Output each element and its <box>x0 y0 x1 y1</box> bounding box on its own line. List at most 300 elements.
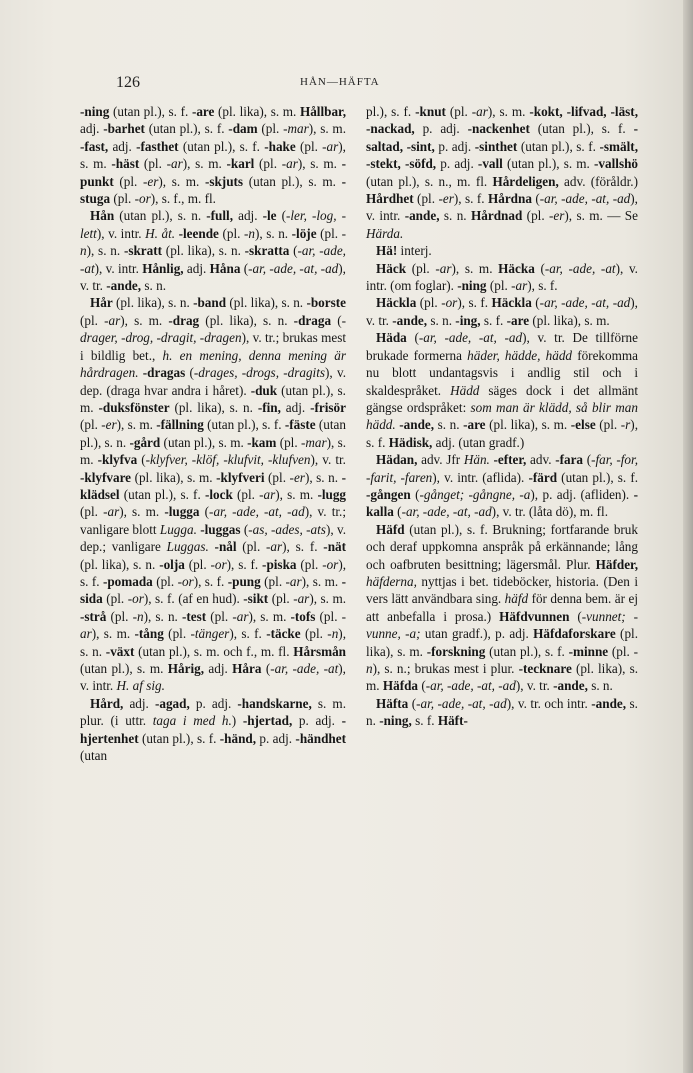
entry-text: ), v. tr. <box>366 295 638 328</box>
headword: -ande, <box>553 678 588 694</box>
headword: -frisör <box>310 399 346 415</box>
entry-text: ), s. m. <box>80 138 346 172</box>
entry-text: ( <box>393 504 402 520</box>
entry-text: (utan pl.), s. f. Brukning; fortfarande bruk och deraf uppkomna anspråk på erkännande; lång och oafbruten besittning; lägersmål. Plur. <box>366 521 638 572</box>
headword: -sikt <box>243 591 269 607</box>
headword: -pung <box>227 573 261 589</box>
italic-text: -ar <box>322 138 339 154</box>
italic-text: -far, -for, -farit, -faren <box>366 452 638 485</box>
headword: -lifvad, <box>566 104 607 119</box>
entry-text: ), v. intr. <box>94 260 143 276</box>
italic-text: -klyfver, -klöf, -klufvit, -klufven <box>145 452 311 468</box>
headword: -stekt, <box>366 156 401 172</box>
italic-text: -ar <box>104 312 121 328</box>
headword: -lock <box>204 486 233 502</box>
entry-text: ), s. n. <box>304 469 342 485</box>
entry-text: (utan pl.), s. m. <box>160 434 248 450</box>
entry-text: (pl. <box>268 591 294 607</box>
headword: -fällning <box>156 417 204 433</box>
entry-text: ), s. n. <box>86 243 124 259</box>
entry-text: (utan pl.), s. n. <box>80 417 346 450</box>
italic-text: Härda. <box>366 225 404 241</box>
headword: -drag <box>168 312 200 328</box>
entry-text: (utan pl.), s. f. <box>178 138 265 154</box>
italic-text: som man är klädd, så blir man hädd. <box>366 399 638 433</box>
headword: Hållbar, <box>299 104 346 119</box>
italic-text: Lugga. <box>159 521 197 537</box>
entry-text: adv. (föråldr.) <box>558 173 638 189</box>
italic-text: -n <box>243 225 255 241</box>
entry-text: (utan pl.), s. f. <box>485 643 569 659</box>
entry-text: ), s. m. <box>91 626 135 642</box>
headword: -klyfvare <box>80 469 132 485</box>
entry-text: ), v. intr. (om foglar). <box>366 260 638 294</box>
entry-text: (pl. lika), s. m. <box>366 661 638 694</box>
entry-text: ), s. m. <box>120 312 169 328</box>
headword: Häcka <box>498 260 535 276</box>
entry-text: adj. <box>108 138 137 154</box>
italic-text: -ar <box>259 486 276 502</box>
headword: Häfdvunnen <box>499 608 570 624</box>
entry-text: (utan pl.), s. f. <box>109 104 192 119</box>
headword: -pomada <box>102 573 153 589</box>
headword: -le <box>262 208 277 224</box>
headword: Håna <box>209 260 241 276</box>
entry-text: (pl. <box>80 417 102 433</box>
page-number: 126 <box>116 74 140 91</box>
dictionary-entry <box>366 521 638 695</box>
entry-text: (utan pl.), s. m. <box>80 382 346 415</box>
headword: -punkt <box>80 156 347 189</box>
entry-text: (utan pl.), s. n., m. fl. <box>366 173 493 189</box>
dictionary-entry <box>366 260 638 295</box>
entry-text: p. adj. <box>256 730 296 746</box>
entry-text: (utan pl.), s. m. och f., m. fl. <box>134 643 294 659</box>
entry-text: ), s. f. <box>193 573 228 589</box>
entry-text: (pl. lika), s. m. <box>366 626 638 659</box>
entry-text: (utan pl.), s. f. <box>144 121 229 137</box>
entry-text: p. adj. <box>434 138 475 154</box>
italic-text: -er <box>289 469 305 485</box>
italic-text: -ar, -ade, -at, -ad <box>418 330 523 346</box>
headword: -else <box>570 417 596 433</box>
italic-text: -tänger <box>190 626 230 642</box>
entry-text: ), v. tr.; brukas mest i bildlig bet., <box>80 330 347 363</box>
entry-text: ), v. tr. <box>310 452 346 468</box>
entry-text: (pl. <box>110 191 135 207</box>
italic-text: häfd <box>504 591 529 607</box>
headword: Hårdhet <box>366 191 414 207</box>
running-head: HÅN—HÄFTA <box>300 76 380 88</box>
entry-text: (pl. <box>522 208 550 224</box>
entry-text: adj. <box>204 661 233 676</box>
entry-text: p. adj. <box>292 713 342 729</box>
entry-text: ), v. intr. <box>96 225 146 241</box>
entry-text: ), s. f. <box>229 626 267 642</box>
italic-text: -mar <box>300 434 327 450</box>
headword: -smält, <box>599 138 638 154</box>
dictionary-entry <box>80 103 346 207</box>
entry-text: (utan pl.), s. m. <box>502 156 595 172</box>
entry-text: ), v. tr. <box>80 260 346 294</box>
entry-text: (pl. <box>163 626 191 642</box>
entry-text: (pl. <box>260 573 286 589</box>
headword: -band <box>193 295 227 311</box>
headword: -gången <box>366 486 411 502</box>
entry-text: ( <box>569 608 582 624</box>
entry-text: ), v. tr.; vanligare blott <box>80 504 346 537</box>
entry-text: (utan pl.), s. f. <box>557 469 639 485</box>
italic-text: -ar <box>435 260 452 276</box>
entry-text: ( <box>531 191 540 207</box>
dictionary-entry <box>366 329 638 451</box>
italic-text: -er <box>438 191 454 207</box>
headword: -duksfönster <box>98 399 170 415</box>
entry-text: ), s. f. <box>527 278 558 294</box>
italic-text: Hädd <box>450 382 480 398</box>
headword: Häfdaforskare <box>533 626 616 642</box>
headword: -händhet <box>295 730 346 746</box>
headword: -duk <box>250 382 278 398</box>
entry-text: (pl. <box>257 121 284 137</box>
entry-text: ), s. f. (af en hud). <box>143 591 244 607</box>
headword: -ing, <box>455 312 481 328</box>
italic-text: -or <box>210 556 227 572</box>
entry-text: (pl. <box>106 608 133 624</box>
entry-text: ), s. m. <box>308 121 346 137</box>
entry-text: (pl. lika), s. n. <box>162 243 245 259</box>
entry-text: adj. <box>123 695 155 711</box>
headword: -växt <box>105 643 135 659</box>
entry-text: ), s. f. <box>457 295 492 311</box>
entry-text: p. adj. <box>414 121 468 137</box>
entry-text: (pl. <box>608 643 634 659</box>
entry-text: ), s. m. <box>119 504 165 520</box>
dictionary-entry <box>366 451 638 521</box>
headword: -ning <box>457 278 487 294</box>
entry-text: ), s. f. <box>226 556 263 572</box>
entry-text: (pl. <box>113 173 143 189</box>
headword: -ande, <box>392 312 428 328</box>
headword: -agad, <box>154 695 190 711</box>
headword: -efter, <box>493 452 527 468</box>
headword: -tofs <box>290 608 316 624</box>
entry-text: ), s. n. <box>143 608 182 624</box>
italic-text: -ar <box>281 156 298 172</box>
italic-text: -n <box>132 608 144 624</box>
italic-text: -ar, -ade, -at, -ad <box>539 191 631 207</box>
entry-text: s. n. <box>427 312 456 328</box>
italic-text: -er <box>101 417 117 433</box>
italic-text: -ar <box>103 504 120 520</box>
entry-text: (utan pl.), s. f. <box>203 417 285 433</box>
headword: -ande, <box>106 278 142 294</box>
headword: -fast, <box>80 138 109 154</box>
italic-text: -drages, -drogs, -dragits <box>193 365 326 381</box>
headword: Hårig, <box>167 661 205 676</box>
entry-text: (pl. lika), s. n. <box>199 312 294 328</box>
entry-text: ), s. n.; brukas mest i plur. <box>372 661 519 676</box>
headword: -lugg <box>317 486 347 502</box>
entry-text: adj. <box>233 208 263 224</box>
entry-text: ) <box>231 713 243 729</box>
headword: -täcke <box>266 626 301 642</box>
entry-text: nyttjas i bet. tideböcker, historia. (Den i vers lätt användbara sing. <box>366 573 638 607</box>
headword: -sida <box>80 573 346 607</box>
headword: -löje <box>291 225 317 241</box>
italic-text: -mar <box>283 121 309 137</box>
dictionary-entry <box>366 695 638 730</box>
entry-text: ), s. m. <box>248 608 291 624</box>
italic-text: -n <box>80 225 347 259</box>
entry-text: ), s. n. <box>254 225 292 241</box>
entry-text: (pl. <box>406 260 436 276</box>
headword: Häfder, <box>595 556 638 572</box>
entry-text: ), p. adj. (afliden). <box>530 486 634 502</box>
headword: -skratt <box>123 243 163 259</box>
entry-text: ), s. m. — Se <box>564 208 638 224</box>
entry-text: (utan pl.), s. f. <box>138 730 220 746</box>
entry-text: ( <box>261 661 271 676</box>
entry-text: s. n. <box>366 695 638 729</box>
entry-text: ( <box>410 486 420 502</box>
italic-text: -ar, -ade, -at, -ad <box>539 295 631 311</box>
italic-text: -or <box>441 295 458 311</box>
entry-text: (pl. lika), s. n. <box>226 295 307 311</box>
headword: -nät <box>323 539 347 555</box>
entry-text: ( <box>408 695 417 711</box>
headword: -hjertad, <box>242 713 293 729</box>
headword: -knut <box>415 104 446 119</box>
headword: Håra <box>232 661 262 676</box>
entry-text: ), s. f. <box>282 539 324 555</box>
headword: -minne <box>568 643 609 659</box>
entry-text: (pl. lika), s. m. <box>485 417 571 433</box>
dictionary-entry <box>80 294 346 694</box>
headword: Häfd <box>376 521 405 537</box>
headword: -handskarne, <box>237 695 312 711</box>
entry-text: ( <box>531 295 540 311</box>
entry-text: (pl. <box>413 191 439 207</box>
italic-text: -gånget; -gångne, -a <box>419 486 531 502</box>
left-column <box>80 103 346 764</box>
entry-text: ( <box>583 452 592 468</box>
headword: -vall <box>477 156 503 172</box>
entry-text: ), s. m. <box>451 260 499 276</box>
headword: -kalla <box>366 486 638 520</box>
entry-text: (pl. <box>295 138 323 154</box>
headword: -dragas <box>142 365 186 381</box>
entry-text: adv. <box>526 452 556 468</box>
italic-text: -r <box>620 417 631 433</box>
entry-text: utan gradf.), p. adj. <box>420 626 534 642</box>
entry-text: s. f. <box>411 713 438 729</box>
entry-text: ), s. m. <box>487 104 530 119</box>
italic-text: -ar <box>293 591 310 607</box>
headword: -ning <box>80 104 110 119</box>
entry-text: ), v. intr. (aflida). <box>432 469 529 485</box>
headword: Hån <box>90 208 115 224</box>
entry-text: (pl. lika), s. m. <box>131 469 217 485</box>
headword: -fäste <box>284 417 316 433</box>
italic-text: -ar <box>232 608 249 624</box>
headword: Hädan, <box>376 452 418 468</box>
italic-text: -or <box>134 191 151 207</box>
entry-text: ), s. m. <box>309 591 347 607</box>
headword: -häst <box>111 156 140 172</box>
dictionary-entry <box>80 207 346 294</box>
entry-text: s. n. <box>439 208 471 224</box>
headword: -ande, <box>399 417 435 433</box>
entry-text: interj. <box>397 243 432 259</box>
headword: -kam <box>247 434 277 450</box>
headword: -hjertenhet <box>80 713 346 746</box>
entry-text: ), v. tr. och intr. <box>506 695 592 711</box>
entry-text: s. m. plur. (i uttr. <box>80 695 346 729</box>
headword: -skratta <box>244 243 290 259</box>
italic-text: Hän. <box>463 452 490 468</box>
headword: -are <box>191 104 215 119</box>
italic-text: -or <box>177 573 194 589</box>
italic-text: -ar, -ade, -at, -ad <box>425 678 516 694</box>
entry-text: (pl. <box>206 608 233 624</box>
italic-text: -as, -ades, -ats <box>248 521 326 537</box>
entry-text: (utan pl.), s. m. <box>243 173 342 189</box>
entry-text: ), s. n. <box>80 626 346 659</box>
entry-text: (pl. <box>486 278 512 294</box>
headword: -are <box>506 312 530 328</box>
entry-text: (pl. <box>218 225 244 241</box>
entry-text: (pl. <box>264 469 290 485</box>
entry-text: (pl. <box>296 556 323 572</box>
italic-text: häder, hädde, hädd <box>467 347 573 363</box>
headword: -färd <box>528 469 558 485</box>
entry-text: p. adj. <box>189 695 238 711</box>
entry-text: (utan pl.), s. f. <box>529 121 634 137</box>
headword: Häfta <box>376 695 409 711</box>
headword: -full, <box>206 208 234 224</box>
italic-text: taga i med h. <box>152 713 232 729</box>
italic-text: -er <box>142 173 159 189</box>
headword: -saltad, <box>366 121 638 154</box>
entry-text: ), s. f. <box>366 417 638 450</box>
headword: Hädisk, <box>388 434 433 450</box>
entry-text: för denna bem. är ej att anbefalla i prosa.) <box>366 591 638 624</box>
headword: -barhet <box>103 121 145 137</box>
entry-text: ), s. m. <box>275 486 318 502</box>
headword: Häfda <box>382 678 419 694</box>
headword: Hårdnad <box>470 208 523 224</box>
entry-text: ( <box>406 330 419 346</box>
headword: -ande, <box>591 695 627 711</box>
headword: -forskning <box>426 643 486 659</box>
headword: -kokt, <box>529 104 563 119</box>
italic-text: -ar, -ade, -at <box>544 260 616 276</box>
headword: -are <box>463 417 486 433</box>
italic-text: -ar, -ade, -at, -ad <box>401 504 492 520</box>
entry-text: (utan pl.), s. m. <box>80 661 168 676</box>
headword: -vallshö <box>594 156 638 172</box>
dictionary-entry <box>366 103 638 242</box>
italic-text: -ar, -ade, -at, -ad <box>209 504 305 520</box>
dictionary-entry <box>80 695 346 765</box>
headword: -sint, <box>406 138 435 154</box>
entry-text: adj. <box>280 399 311 415</box>
right-column <box>366 103 638 730</box>
italic-text: -n <box>366 643 638 676</box>
italic-text: -ar <box>266 539 283 555</box>
headword: -karl <box>226 156 255 172</box>
headword: Häck <box>376 260 407 276</box>
entry-text: ( <box>276 208 286 224</box>
entry-text: (pl. <box>254 156 282 172</box>
headword: -nackad, <box>366 121 415 137</box>
entry-text: ( <box>199 504 210 520</box>
italic-text: -ar <box>80 608 347 642</box>
headword: -fara <box>555 452 584 468</box>
entry-text: (pl. lika), s. n. <box>80 556 160 572</box>
entry-text: (pl. <box>315 608 342 624</box>
entry-text: ), s. m. <box>80 434 347 468</box>
headword: Hård, <box>90 695 124 711</box>
headword: -tecknare <box>518 661 572 676</box>
italic-text: -ar <box>285 573 302 589</box>
italic-text: -ar, -ade, -at <box>80 243 346 276</box>
entry-text: (utan pl.), s. f. <box>119 486 205 502</box>
italic-text: -er <box>549 208 565 224</box>
headword: -klädsel <box>80 469 346 502</box>
entry-text: (pl. <box>232 486 260 502</box>
headword: -ning, <box>379 713 412 729</box>
entry-text: pl.), s. f. <box>366 104 416 119</box>
headword: Häckla <box>491 295 532 311</box>
entry-text: (pl. <box>152 573 178 589</box>
entry-text: (pl. <box>316 225 342 241</box>
entry-text: (utan pl.), s. f. <box>517 138 600 154</box>
entry-text: ), v. dep.; vanligare <box>80 521 346 555</box>
entry-text: (pl. <box>80 312 105 328</box>
entry-text: ), s. m. <box>182 156 227 172</box>
italic-text: -vunnet; -vunne, -a; <box>366 608 639 642</box>
italic-text: h. en mening, denna mening är hårdragen. <box>80 347 347 381</box>
italic-text: H. af sig. <box>116 678 165 694</box>
page-edge-shadow <box>683 0 693 1073</box>
entry-text: (pl. <box>102 591 128 607</box>
headword: -söfd, <box>404 156 437 172</box>
dictionary-entry <box>366 242 638 259</box>
entry-text: (pl. <box>236 539 267 555</box>
italic-text: -n <box>327 626 339 642</box>
headword: -ande, <box>404 208 440 224</box>
entry-text: ), s. m. <box>158 173 205 189</box>
headword: -klyfveri <box>216 469 265 485</box>
headword: -händ, <box>219 730 257 746</box>
headword: -borste <box>306 295 346 311</box>
headword: -klyfva <box>97 452 138 468</box>
entry-text: ( <box>240 260 249 276</box>
headword: -hake <box>264 138 296 154</box>
headword: Häckla <box>376 295 417 311</box>
italic-text: -ar <box>166 156 183 172</box>
italic-text: -ar <box>471 104 488 119</box>
headword: -draga <box>293 312 332 328</box>
entry-text: ( <box>534 260 545 276</box>
headword: -tång <box>134 626 164 642</box>
headword: -fin, <box>257 399 281 415</box>
headword: -luggas <box>200 521 241 537</box>
italic-text: -ler, -log, -lett <box>80 208 346 241</box>
entry-text: säges dock i det allmänt gängse ordspråket: <box>366 382 638 415</box>
